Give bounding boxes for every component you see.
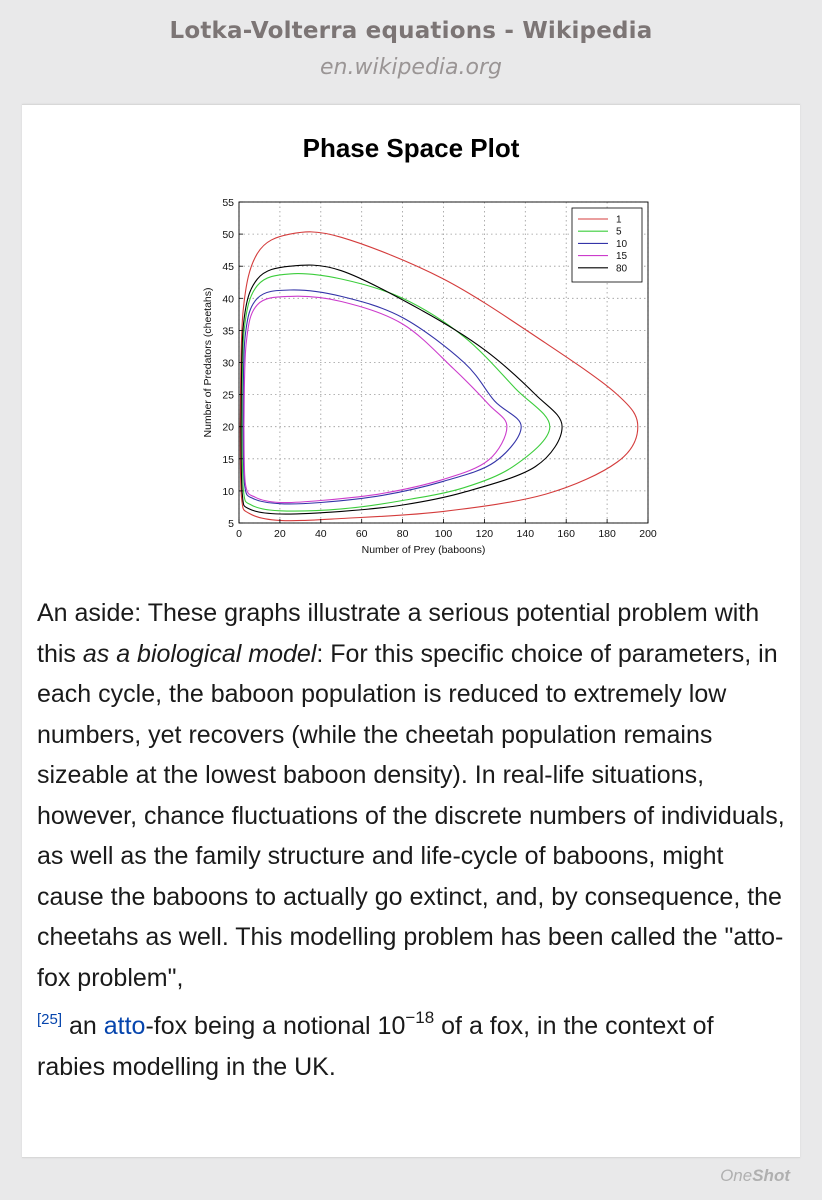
text-run: an xyxy=(62,1012,104,1040)
text-run: An aside: These graphs illustrate a serious potential problem with this xyxy=(37,599,760,668)
y-tick-label: 45 xyxy=(222,261,234,274)
figure-title: Phase Space Plot xyxy=(302,133,520,163)
x-tick-label: 180 xyxy=(598,528,616,540)
y-tick-label: 20 xyxy=(222,421,234,434)
oneshot-logo xyxy=(720,1166,790,1186)
legend-label-80: 80 xyxy=(616,263,628,275)
x-tick-label: 40 xyxy=(314,528,327,540)
y-tick-label: 10 xyxy=(222,485,234,498)
x-tick-label: 60 xyxy=(355,528,368,540)
x-tick-label: 200 xyxy=(639,528,657,540)
y-axis-label: Number of Predators (cheetahs) xyxy=(202,287,214,438)
content-card xyxy=(22,104,800,1158)
legend-label-1: 1 xyxy=(616,214,622,226)
page-domain: en.wikipedia.org xyxy=(320,55,502,80)
legend-label-5: 5 xyxy=(616,226,622,238)
y-tick-label: 5 xyxy=(228,518,234,530)
atto-link[interactable]: atto xyxy=(103,1012,146,1040)
x-tick-label: 0 xyxy=(236,528,242,540)
page-header xyxy=(0,0,822,100)
y-tick-label: 15 xyxy=(222,453,234,466)
italic-phrase: as a biological model xyxy=(82,639,317,668)
y-tick-label: 25 xyxy=(222,389,234,402)
text-run: of a fox, in the context of rabies modelling in the UK. xyxy=(37,1012,714,1081)
text-run: : For this specific choice of parameters, in each cycle, the baboon population is reduced to extremely low numbers, yet recovers (while the cheetah population remains sizeable at the lowest baboon density). In real-life situations, however, chance fluctuations of the discrete numbers of individuals, as well as the family structure and life-cycle of baboons, might cause the baboons to actually go extinct, and, by consequence, the cheetahs as well. This modelling problem has been called the "atto-fox problem", xyxy=(37,639,785,992)
article-text xyxy=(37,593,787,1087)
y-tick-label: 50 xyxy=(222,229,234,242)
citation-link[interactable]: [25] xyxy=(37,1011,63,1028)
exponent: −18 xyxy=(405,1008,435,1027)
x-tick-label: 120 xyxy=(475,528,494,540)
x-tick-label: 160 xyxy=(557,528,575,540)
y-tick-label: 35 xyxy=(222,325,234,338)
y-tick-label: 30 xyxy=(222,357,234,370)
text-run: -fox being a notional 10 xyxy=(145,1012,406,1040)
legend-label-15: 15 xyxy=(616,251,628,263)
x-tick-label: 20 xyxy=(274,528,286,540)
y-tick-label: 40 xyxy=(222,293,234,306)
logo-shot: Shot xyxy=(752,1166,790,1185)
x-axis-label: Number of Prey (baboons) xyxy=(361,544,486,556)
x-tick-label: 80 xyxy=(396,528,409,540)
phase-space-chart xyxy=(177,190,657,570)
y-tick-label: 55 xyxy=(222,197,234,209)
x-tick-label: 140 xyxy=(516,528,535,540)
legend-label-10: 10 xyxy=(616,238,628,250)
logo-one: One xyxy=(720,1166,753,1185)
x-tick-label: 100 xyxy=(434,528,453,540)
page-title: Lotka-Volterra equations - Wikipedia xyxy=(169,18,653,44)
article-paragraph xyxy=(37,593,787,1087)
